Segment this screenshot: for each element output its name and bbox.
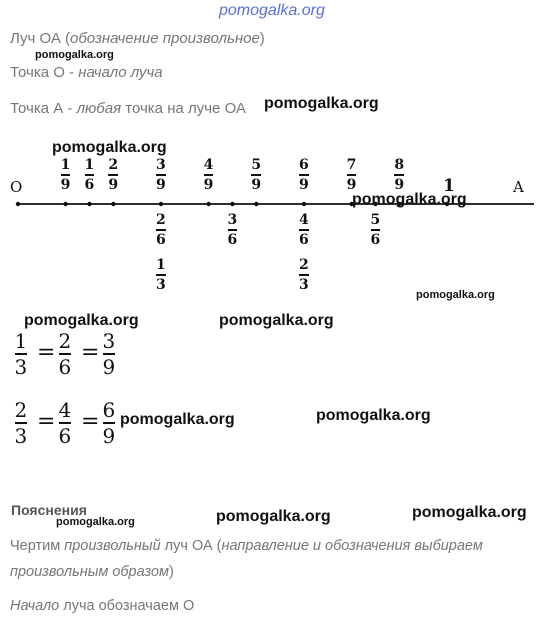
- p2-a: Начало: [10, 598, 60, 614]
- tick-label-below-2: [156, 257, 166, 293]
- tick-label-above-denominator: 9: [156, 176, 166, 193]
- tick-label-below-denominator: 6: [156, 231, 166, 248]
- intro-line-1-b: обозначение произвольное: [70, 30, 260, 47]
- equals-sign: =: [37, 340, 56, 365]
- equality-fraction-numerator: 3: [102, 329, 116, 353]
- ray-point: [87, 202, 91, 206]
- watermark: pomogalka.org: [412, 504, 527, 521]
- tick-label-below-denominator: 6: [370, 231, 381, 248]
- tick-label-below: [228, 212, 238, 248]
- equality-fraction-numerator: 2: [14, 398, 28, 422]
- equality-fraction-denominator: 6: [58, 423, 72, 448]
- tick-label-below-2-denominator: 3: [156, 276, 166, 293]
- tick-label-above-bar: [347, 174, 357, 176]
- watermark-top: pomogalka.org: [219, 2, 325, 19]
- equality-fraction-numerator: 2: [58, 329, 72, 353]
- intro-line-3-a: Точка А -: [10, 100, 77, 117]
- ray-end-label: A: [513, 178, 524, 196]
- tick-label-above-denominator: 9: [394, 176, 405, 193]
- p1-f: ): [168, 564, 174, 580]
- watermark: pomogalka.org: [120, 411, 235, 428]
- equals-sign: =: [37, 409, 56, 434]
- tick-label-above-bar: [61, 174, 71, 176]
- explanations-heading: Пояснения: [11, 502, 87, 518]
- p2-b: луча обозначаем О: [59, 598, 195, 614]
- tick-label-below-2-numerator: 2: [299, 257, 309, 273]
- tick-label-above-bar: [156, 174, 166, 176]
- tick-label-below: [299, 212, 309, 248]
- tick-label-below-numerator: 4: [299, 212, 309, 228]
- tick-label-above-numerator: 4: [203, 157, 214, 173]
- tick-label-below-bar: [299, 229, 309, 231]
- tick-label-above-numerator: 6: [299, 157, 309, 173]
- watermark: pomogalka.org: [352, 191, 467, 208]
- tick-label-below-2: [299, 257, 309, 293]
- equality-fraction-denominator: 6: [58, 354, 72, 379]
- equality-fraction-denominator: 3: [14, 354, 28, 379]
- tick-label-above-denominator: 9: [108, 176, 119, 193]
- equality-fraction: [59, 330, 72, 378]
- tick-label-above-numerator: 3: [156, 157, 166, 173]
- ray-point: [206, 202, 210, 206]
- equality-fraction: [103, 399, 116, 447]
- tick-label-above: [108, 157, 118, 193]
- tick-label-above-bar: [85, 174, 95, 176]
- watermark: pomogalka.org: [416, 289, 495, 301]
- explanation-p2: [10, 598, 194, 614]
- equality-fraction-denominator: 3: [14, 423, 28, 448]
- tick-label-above: [394, 157, 404, 193]
- watermark: pomogalka.org: [52, 139, 167, 156]
- intro-line-1-a: Луч ОА (: [10, 30, 70, 47]
- p1-e: произвольным образом: [10, 564, 169, 580]
- tick-label-above-bar: [394, 174, 404, 176]
- tick-label-above-numerator: 5: [251, 157, 262, 173]
- ray-point: [63, 202, 67, 206]
- ray-point: [254, 202, 258, 206]
- tick-label-below: [156, 212, 166, 248]
- equality-fraction: [15, 330, 28, 378]
- tick-label-below-denominator: 6: [299, 231, 309, 248]
- tick-label-above-numerator: 8: [394, 157, 405, 173]
- ray-one-label: 1: [443, 176, 455, 196]
- p1-d: направление и обозначения выбираем: [221, 538, 483, 554]
- tick-label-below-bar: [156, 229, 166, 231]
- tick-label-above-bar: [204, 174, 214, 176]
- tick-label-above-bar: [251, 174, 261, 176]
- watermark: pomogalka.org: [264, 95, 379, 112]
- tick-label-below-numerator: 3: [227, 212, 238, 228]
- watermark: pomogalka.org: [316, 407, 431, 424]
- tick-label-above-denominator: 9: [299, 176, 309, 193]
- ray-point: [111, 202, 115, 206]
- tick-label-below-2-numerator: 1: [156, 257, 166, 273]
- explanation-p1-line1: [10, 538, 483, 554]
- equality-fraction: [59, 399, 72, 447]
- watermark: pomogalka.org: [24, 312, 139, 329]
- watermark: pomogalka.org: [35, 49, 114, 61]
- tick-label-above: [61, 157, 71, 193]
- tick-label-above-numerator: 1: [84, 157, 95, 173]
- equality-fraction-denominator: 9: [102, 423, 116, 448]
- tick-label-above: [204, 157, 214, 193]
- tick-label-above-denominator: 9: [203, 176, 214, 193]
- tick-label-below-bar: [228, 229, 238, 231]
- tick-label-above-numerator: 1: [60, 157, 71, 173]
- tick-label-above: [347, 157, 357, 193]
- tick-label-below-numerator: 5: [370, 212, 381, 228]
- p1-c: луч ОА (: [160, 538, 222, 554]
- intro-line-2-b: начало луча: [78, 64, 163, 81]
- ray-point: [230, 202, 234, 206]
- tick-label-below-denominator: 6: [227, 231, 238, 248]
- equality-fraction: [103, 330, 116, 378]
- equality-fraction-denominator: 9: [102, 354, 116, 379]
- equality-fraction-numerator: 4: [58, 398, 72, 422]
- tick-label-above-denominator: 6: [84, 176, 95, 193]
- watermark: pomogalka.org: [219, 312, 334, 329]
- tick-label-above-denominator: 9: [60, 176, 71, 193]
- tick-label-above: [251, 157, 261, 193]
- tick-label-above-numerator: 2: [108, 157, 119, 173]
- equals-sign: =: [81, 340, 100, 365]
- equality-fraction-numerator: 1: [14, 329, 28, 353]
- tick-label-above-bar: [108, 174, 118, 176]
- ray-point: [302, 202, 306, 206]
- p1-b: произвольный: [64, 538, 161, 554]
- tick-label-above: [85, 157, 95, 193]
- intro-line-3-b: любая: [76, 100, 122, 117]
- tick-label-below: [371, 212, 381, 248]
- intro-line-1-c: ): [259, 30, 265, 47]
- tick-label-below-bar: [371, 229, 381, 231]
- tick-label-below-2-bar: [299, 274, 309, 276]
- intro-line-3-c: точка на луче ОА: [121, 100, 246, 117]
- tick-label-below-numerator: 2: [156, 212, 166, 228]
- intro-line-2-a: Точка О -: [10, 64, 79, 81]
- tick-label-above-bar: [299, 174, 309, 176]
- explanation-p1-line2: [10, 564, 174, 580]
- ray-start-label: O: [10, 178, 23, 196]
- equality-fraction: [15, 399, 28, 447]
- watermark: pomogalka.org: [216, 508, 331, 525]
- p1-a: Чертим: [10, 538, 65, 554]
- tick-label-above: [156, 157, 166, 193]
- equals-sign: =: [81, 409, 100, 434]
- tick-label-above: [299, 157, 309, 193]
- tick-label-below-2-denominator: 3: [299, 276, 309, 293]
- tick-label-below-2-bar: [156, 274, 166, 276]
- tick-label-above-denominator: 9: [346, 176, 357, 193]
- tick-label-above-numerator: 7: [346, 157, 357, 173]
- ray-point: [16, 202, 20, 206]
- equality-fraction-numerator: 6: [102, 398, 116, 422]
- ray-point: [159, 202, 163, 206]
- watermark: pomogalka.org: [56, 516, 135, 528]
- tick-label-above-denominator: 9: [251, 176, 262, 193]
